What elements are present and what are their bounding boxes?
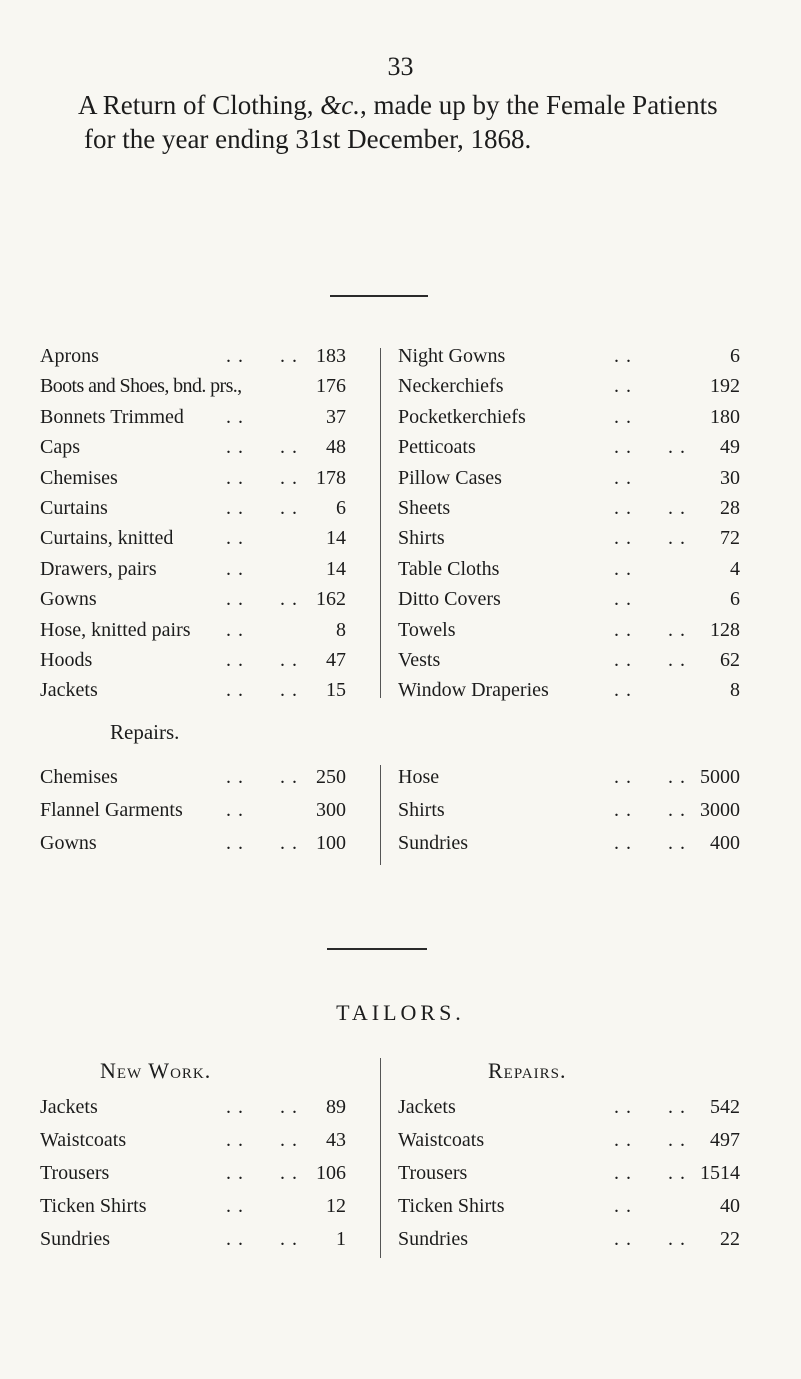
item-label: Vests [398,649,441,671]
item-count: 30 [720,466,740,489]
item-count: 5000 [700,766,740,788]
leader-dots: . . . . [226,466,298,489]
item-count: 176 [316,375,346,398]
title-line-1: A Return of Clothing, &c., made up by the Female Patients [78,90,718,120]
item-count: 192 [710,375,740,398]
item-count: 14 [326,527,346,550]
item-count: 37 [326,405,346,428]
item-count: 43 [326,1129,346,1151]
leader-dots: . . . . [614,618,686,641]
item-count: 100 [316,832,346,854]
leader-dots: . . [614,345,632,367]
leader-dots: . . . . [226,436,298,459]
table-row [398,371,740,401]
item-count: 542 [710,1096,740,1118]
item-count: 28 [720,497,740,519]
leader-dots: . . . . [614,766,686,788]
item-count: 8 [336,618,346,641]
item-count: 162 [316,588,346,611]
leader-dots: . . . . [226,497,298,519]
leader-dots: . . . . [226,345,298,367]
leader-dots: . . [614,679,632,702]
item-count: 47 [326,649,346,671]
column-divider-repairs [380,765,381,865]
item-label: Hose [398,766,440,788]
table-row [398,1158,740,1188]
item-count: 89 [326,1096,346,1118]
table-row [398,1224,740,1254]
table-row [398,341,740,371]
leader-dots: . . . . [226,1162,298,1184]
column-divider-tailors [380,1058,381,1258]
item-count: 497 [710,1129,740,1151]
leader-dots: . . [614,1195,632,1217]
leader-dots: . . [614,405,632,428]
item-label: Jackets [40,1096,98,1118]
item-count: 49 [720,436,740,459]
table-row [40,584,346,614]
page-title [78,88,778,156]
leader-dots: . . . . [614,832,686,854]
table-row [398,615,740,645]
item-count: 300 [316,799,346,821]
item-label: Jackets [40,679,98,702]
table-row [398,432,740,462]
item-count: 180 [710,405,740,428]
item-label: Trousers [398,1162,468,1184]
item-label: Ticken Shirts [398,1195,505,1217]
leader-dots: . . . . [226,679,298,702]
table-row [40,1125,346,1155]
item-count: 72 [720,527,740,550]
table-row [40,493,346,523]
leader-dots: . . . . [226,1228,298,1250]
item-count: 12 [326,1195,346,1217]
leader-dots: . . . . [614,497,686,519]
leader-dots: . . . . [614,436,686,459]
item-count: 8 [730,679,740,702]
column-divider-made-up [380,348,381,698]
item-count: 15 [326,679,346,702]
leader-dots: . . . . [614,1228,686,1250]
item-label: Curtains [40,497,108,519]
item-label: Towels [398,618,456,641]
item-count: 3000 [700,799,740,821]
item-label: Ticken Shirts [40,1195,147,1217]
item-label: Trousers [40,1162,110,1184]
table-row [398,675,740,705]
table-row [40,523,346,553]
item-label: Sundries [40,1228,110,1250]
table-row [398,1125,740,1155]
table-row [40,1092,346,1122]
table-row [398,584,740,614]
table-row [40,1158,346,1188]
divider-top [330,295,428,297]
item-label: Waistcoats [40,1129,127,1151]
item-count: 6 [336,497,346,519]
item-label: Table Cloths [398,557,500,580]
leader-dots: . . [614,466,632,489]
item-label: Sundries [398,832,468,854]
item-label: Gowns [40,588,97,611]
item-label: Curtains, knitted [40,527,174,550]
leader-dots: . . [614,557,632,580]
leader-dots: . . [226,557,244,580]
item-count: 22 [720,1228,740,1250]
leader-dots: . . . . [614,1129,686,1151]
tailor-repairs-heading: Repairs. [488,1058,567,1083]
leader-dots: . . [614,375,632,398]
leader-dots: . . . . [226,588,298,611]
tailors-heading: TAILORS. [336,1000,465,1025]
item-label: Neckerchiefs [398,375,504,398]
table-row [40,432,346,462]
table-row [40,1191,346,1221]
table-row [40,795,346,825]
table-row [40,371,346,401]
item-label: Sheets [398,497,451,519]
leader-dots: . . [226,618,244,641]
leader-dots: . . . . [614,799,686,821]
item-label: Aprons [40,345,99,367]
item-label: Chemises [40,766,118,788]
leader-dots: . . [226,527,244,550]
item-label: Pocketkerchiefs [398,405,526,428]
table-row [40,341,346,371]
leader-dots: . . . . [226,832,298,854]
table-row [398,1191,740,1221]
title-line-2: for the year ending 31st December, 1868. [84,124,532,154]
leader-dots: . . . . [226,766,298,788]
item-label: Shirts [398,527,445,550]
leader-dots: . . . . [614,1162,686,1184]
item-label: Sundries [398,1228,468,1250]
page-number: 33 [387,52,414,81]
item-label: Window Draperies [398,679,549,702]
item-label: Jackets [398,1096,456,1118]
repairs-heading: Repairs. [110,720,180,744]
table-row [40,463,346,493]
item-label: Pillow Cases [398,466,502,489]
leader-dots: . . . . [614,1096,686,1118]
leader-dots: . . . . [226,1096,298,1118]
table-row [398,402,740,432]
table-row [40,762,346,792]
item-count: 1 [336,1228,346,1250]
item-label: Boots and Shoes, bnd. prs., [40,375,242,398]
table-row [398,523,740,553]
item-label: Flannel Garments [40,799,183,821]
item-count: 62 [720,649,740,671]
item-count: 40 [720,1195,740,1217]
item-label: Hose, knitted pairs [40,618,191,641]
leader-dots: . . . . [226,1129,298,1151]
item-count: 183 [316,345,346,367]
item-count: 14 [326,557,346,580]
leader-dots: . . [226,1195,244,1217]
item-count: 400 [710,832,740,854]
item-count: 6 [730,345,740,367]
leader-dots: . . [226,799,244,821]
item-count: 178 [316,466,346,489]
item-label: Waistcoats [398,1129,485,1151]
leader-dots: . . . . [226,649,298,671]
table-row [40,645,346,675]
table-row [40,675,346,705]
leader-dots: . . . . [614,649,686,671]
table-row [398,554,740,584]
item-label: Caps [40,436,80,459]
leader-dots: . . [226,405,244,428]
item-label: Gowns [40,832,97,854]
item-label: Night Gowns [398,345,506,367]
item-label: Drawers, pairs [40,557,157,580]
table-row [398,795,740,825]
item-count: 1514 [700,1162,740,1184]
table-row [398,828,740,858]
item-label: Shirts [398,799,445,821]
table-row [40,1224,346,1254]
item-label: Bonnets Trimmed [40,405,184,428]
item-count: 128 [710,618,740,641]
table-row [398,1092,740,1122]
item-count: 4 [730,557,740,580]
table-row [398,645,740,675]
item-label: Chemises [40,466,118,489]
item-label: Ditto Covers [398,588,501,611]
item-count: 250 [316,766,346,788]
table-row [40,828,346,858]
leader-dots: . . . . [614,527,686,550]
divider-middle [327,948,427,950]
item-count: 6 [730,588,740,611]
item-count: 48 [326,436,346,459]
table-row [40,554,346,584]
table-row [398,493,740,523]
table-row [398,463,740,493]
item-count: 106 [316,1162,346,1184]
leader-dots: . . [614,588,632,611]
item-label: Hoods [40,649,93,671]
table-row [398,762,740,792]
table-row [40,615,346,645]
item-label: Petticoats [398,436,476,459]
new-work-heading: New Work. [100,1058,212,1083]
table-row [40,402,346,432]
